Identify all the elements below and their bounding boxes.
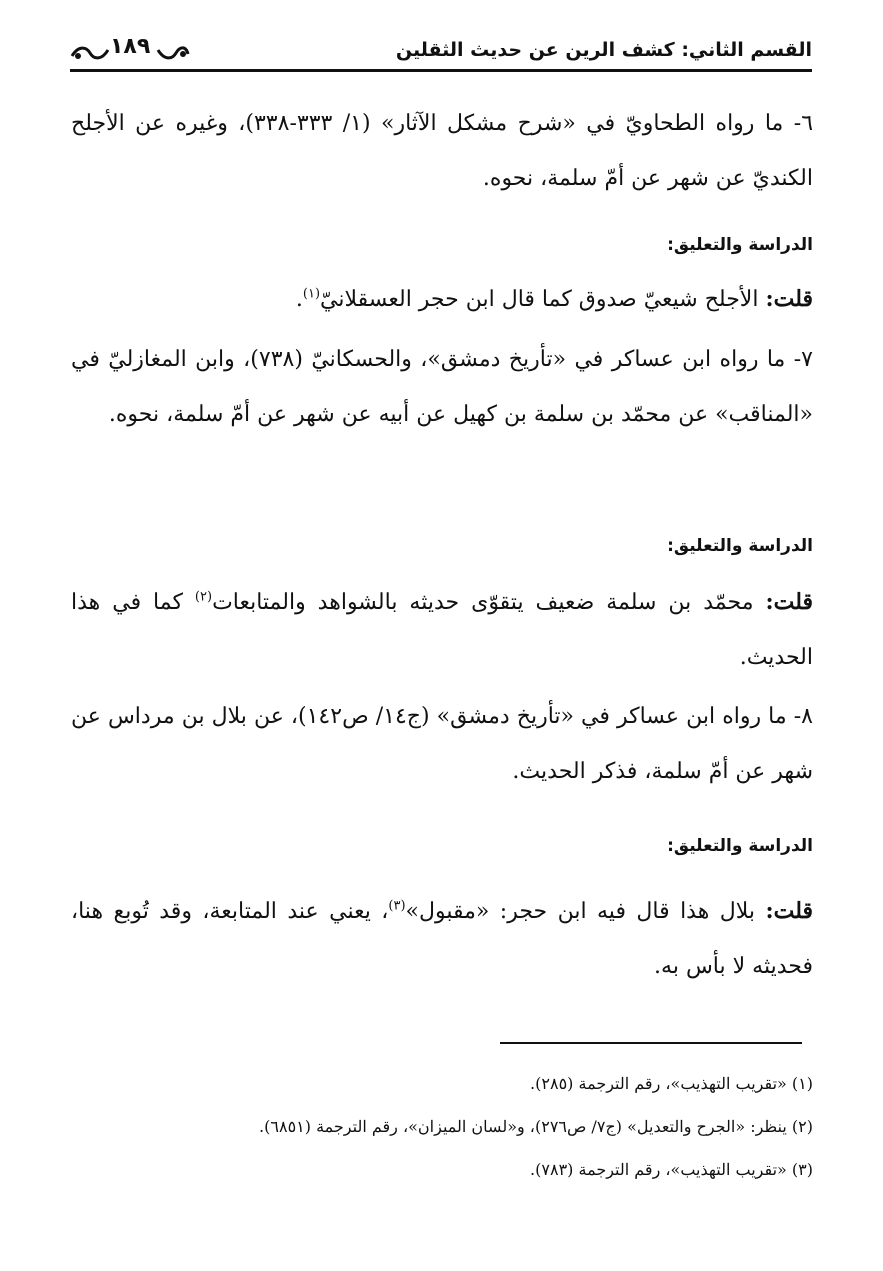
comment-3	[71, 884, 813, 994]
right-ornament-icon	[156, 44, 190, 62]
comment-text-continued: ، يعني عند المتابعة، وقد تُوبع هنا، فحديثه لا بأس به.	[71, 899, 813, 979]
comment-label: قلت:	[765, 589, 813, 615]
comment-label: قلت:	[765, 286, 813, 312]
section-heading-2: الدراسة والتعليق:	[667, 536, 813, 556]
paragraph-8: ٨- ما رواه ابن عساكر في «تأريخ دمشق» (ج١٤/ ص١٤٢)، عن بلال بن مرداس عن شهر عن أمّ سلمة، فذكر الحديث.	[71, 704, 813, 784]
comment-1	[71, 272, 813, 327]
footnote-rule	[500, 1042, 802, 1044]
comment-text-continued: كما في هذا الحديث.	[71, 590, 813, 670]
comment-2	[71, 575, 813, 685]
footnote-ref: (١)	[302, 286, 321, 302]
header-rule	[70, 69, 812, 72]
footnote-1: (١) «تقريب التهذيب»، رقم الترجمة (٢٨٥).	[530, 1074, 813, 1093]
footnote-ref: (٢)	[194, 589, 213, 605]
comment-end: .	[295, 287, 303, 312]
section-heading-3: الدراسة والتعليق:	[667, 836, 813, 856]
paragraph-6: ٦- ما رواه الطحاويّ في «شرح مشكل الآثار» (١/ ٣٣٣-٣٣٨)، وغيره عن الأجلح الكنديّ عن شهر عن أمّ سلمة، نحوه.	[71, 111, 814, 191]
comment-text: الأجلح شيعيّ صدوق كما قال ابن حجر العسقلانيّ	[320, 287, 759, 312]
comment-label: قلت:	[765, 898, 813, 924]
page-number-block	[70, 32, 190, 66]
footnote-3: (٣) «تقريب التهذيب»، رقم الترجمة (٧٨٣).	[530, 1160, 813, 1179]
comment-text: محمّد بن سلمة ضعيف يتقوّى حديثه بالشواهد والمتابعات	[212, 590, 754, 615]
page-header	[70, 28, 812, 72]
section-heading-1: الدراسة والتعليق:	[667, 235, 813, 255]
left-ornament-icon	[70, 44, 110, 62]
paragraph-7: ٧- ما رواه ابن عساكر في «تأريخ دمشق»، والحسكانيّ (٧٣٨)، وابن المغازليّ في «المناقب» عن محمّد بن سلمة بن كهيل عن أبيه عن شهر عن أمّ سلمة، نحوه.	[71, 347, 813, 427]
running-title: القسم الثاني: كشف الرين عن حديث الثقلين	[395, 39, 812, 61]
footnote-ref: (٣)	[388, 898, 406, 914]
footnote-2: (٢) ينظر: «الجرح والتعديل» (ج٧/ ص٢٧٦)، و«لسان الميزان»، رقم الترجمة (٦٨٥١).	[259, 1117, 813, 1136]
page-number: ١٨٩	[110, 34, 151, 59]
comment-text: بلال هذا قال فيه ابن حجر: «مقبول»	[405, 899, 756, 924]
